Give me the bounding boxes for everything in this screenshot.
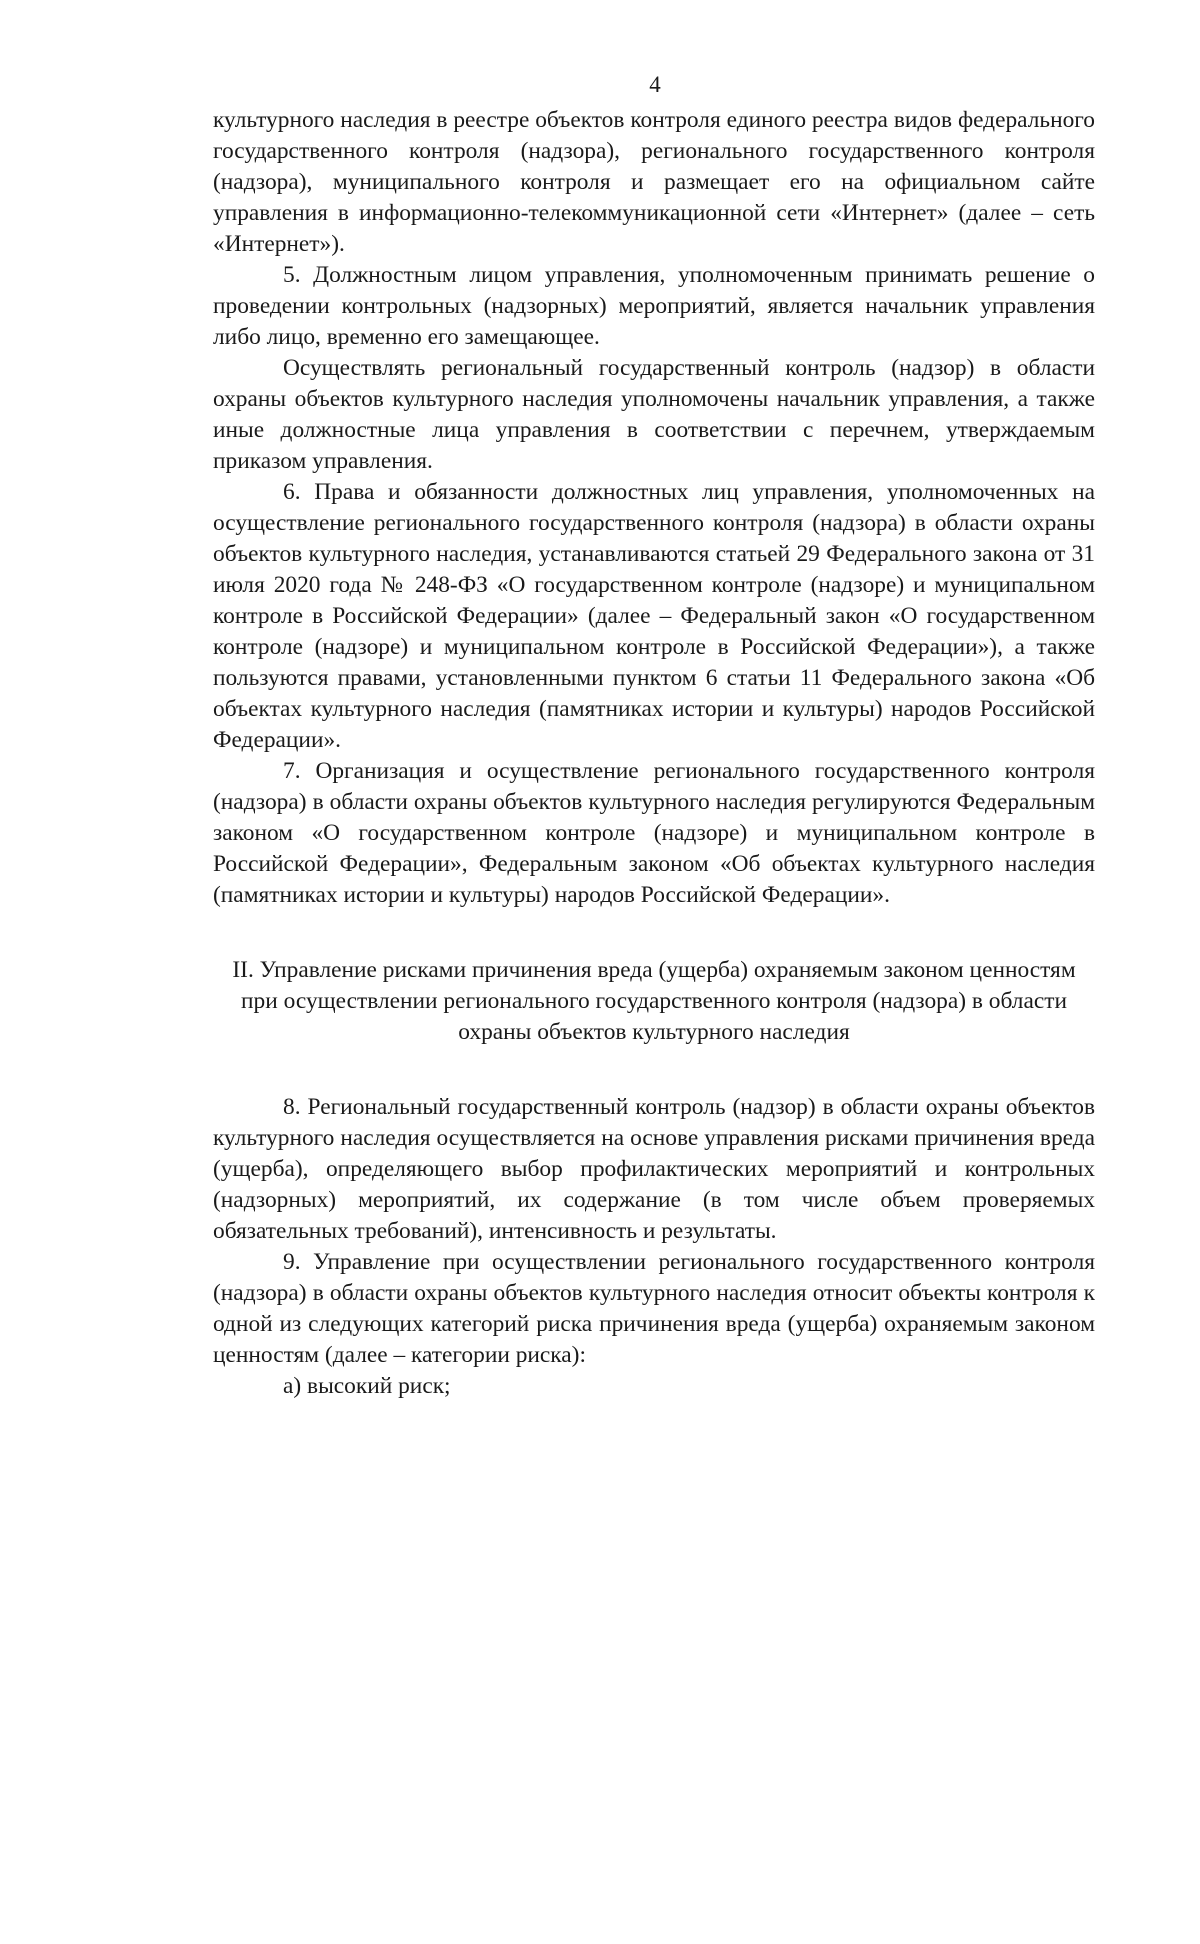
page-number: 4 <box>649 72 661 97</box>
document-body <box>213 105 1095 1402</box>
paragraph-intro-continuation: культурного наследия в реестре объектов контроля единого реестра видов федерального государственного контроля (надзора), регионального государственного контроля (надзора), муниципального контроля и размещает его на официальном сайте управления в информационно-телекоммуникационной сети «Интернет» (далее – сеть «Интернет»). <box>213 107 1095 257</box>
paragraph-5: 5. Должностным лицом управления, уполномоченным принимать решение о проведении контрольных (надзорных) мероприятий, является начальник управления либо лицо, временно его замещающее. <box>213 262 1095 350</box>
paragraph-6: 6. Права и обязанности должностных лиц управления, уполномоченных на осуществление регионального государственного контроля (надзора) в области охраны объектов культурного наследия, устанавливаются статьей 29 Федерального закона от 31 июля 2020 года № 248-ФЗ «О государственном контроле (надзоре) и муниципальном контроле в Российской Федерации» (далее – Федеральный закон «О государственном контроле (надзоре) и муниципальном контроле в Российской Федерации»), а также пользуются правами, установленными пунктом 6 статьи 11 Федерального закона «Об объектах культурного наследия (памятниках истории и культуры) народов Российской Федерации». <box>213 479 1095 753</box>
paragraph-8: 8. Региональный государственный контроль (надзор) в области охраны объектов культурного наследия осуществляется на основе управления рисками причинения вреда (ущерба), определяющего выбор профилактических мероприятий и контрольных (надзорных) мероприятий, их содержание (в том числе объем проверяемых обязательных требований), интенсивность и результаты. <box>213 1094 1095 1244</box>
paragraph-9: 9. Управление при осуществлении регионального государственного контроля (надзора) в области охраны объектов культурного наследия относит объекты контроля к одной из следующих категорий риска причинения вреда (ущерба) охраняемым законом ценностям (далее – категории риска): <box>213 1249 1095 1368</box>
paragraph-7: 7. Организация и осуществление регионального государственного контроля (надзора) в области охраны объектов культурного наследия регулируются Федеральным законом «О государственном контроле (надзоре) и муниципальном контроле в Российской Федерации», Федеральным законом «Об объектах культурного наследия (памятниках истории и культуры) народов Российской Федерации». <box>213 758 1095 908</box>
section-heading-ii: II. Управление рисками причинения вреда (ущерба) охраняемым законом ценностям при осуществлении регионального государственного контроля (надзора) в области охраны объектов культурного наследия <box>232 957 1076 1045</box>
paragraph-5-continued: Осуществлять региональный государственный контроль (надзор) в области охраны объектов культурного наследия уполномочены начальник управления, а также иные должностные лица управления в соответствии с перечнем, утверждаемым приказом управления. <box>213 355 1095 474</box>
paragraph-9-item-a: а) высокий риск; <box>283 1373 451 1399</box>
